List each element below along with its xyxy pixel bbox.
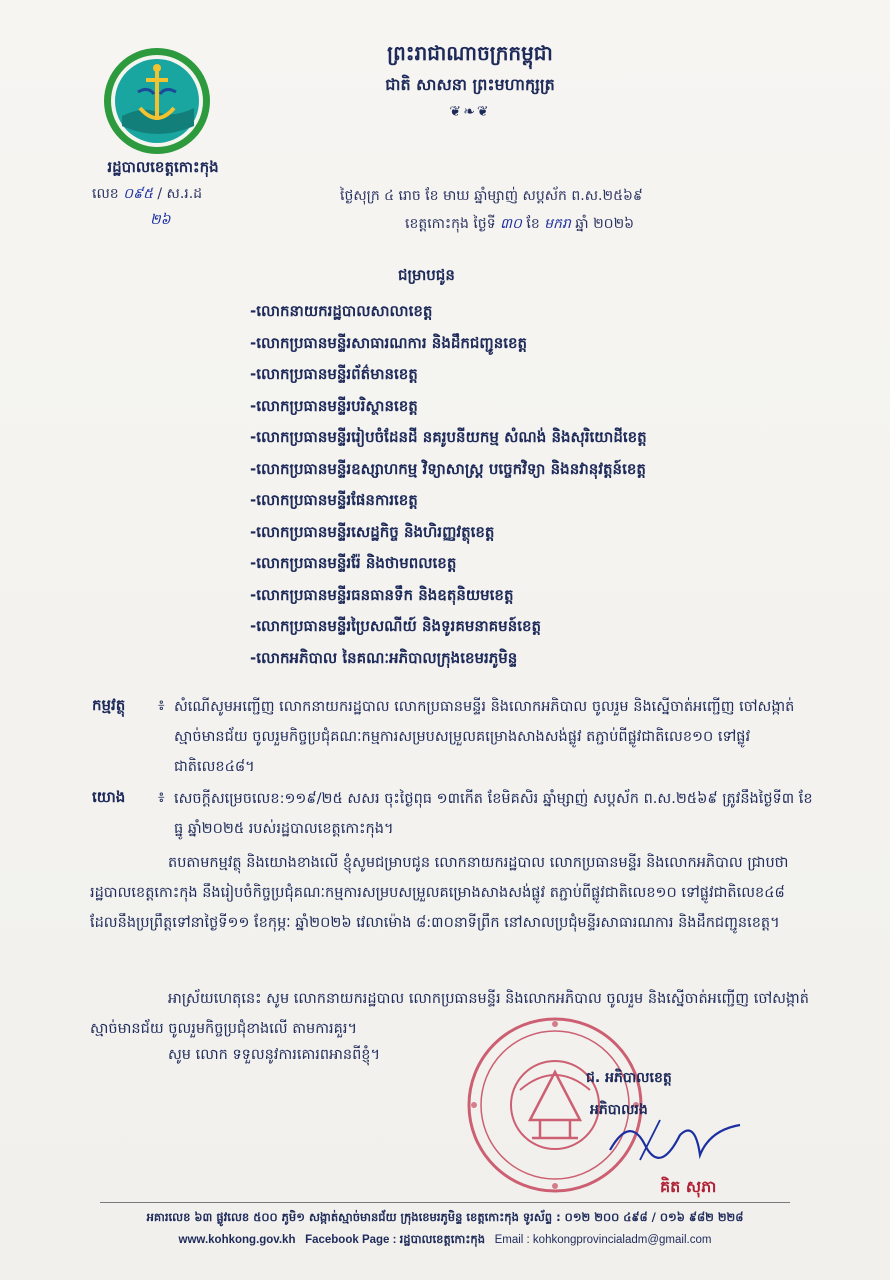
footer-facebook: Facebook Page : រដ្ឋបាលខេត្តកោះកុង bbox=[305, 1234, 485, 1246]
recipient-item: -លោកប្រធានមន្ទីរផែនការខេត្ត bbox=[250, 491, 418, 509]
signatory-name: គិត សុភា bbox=[660, 1177, 717, 1196]
reference-text: សេចក្តីសម្រេចលេខ:១១៩/២៥ សសរ ចុះថ្ងៃពុធ ១៣កើត ខែមិគសិរ ឆ្នាំម្សាញ់ សប្តស័ក ព.ស.២៥៦៩ ត្រូវនឹងថ្ងៃទី៣ ខែធ្នូ ឆ្នាំ២០២៥ របស់រដ្ឋបាលខេត្តកោះកុង។ bbox=[174, 791, 813, 837]
ref-suffix: / ស.រ.ដ bbox=[157, 186, 203, 202]
recipient-item: -លោកប្រធានមន្ទីរបរិស្ថានខេត្ត bbox=[250, 396, 418, 415]
signatory-subtitle: អភិបាលរង bbox=[590, 1102, 648, 1118]
header-ornament-divider: ❦❧❦ bbox=[449, 104, 491, 120]
national-motto: ជាតិ សាសនា ព្រះមហាក្សត្រ bbox=[385, 75, 555, 94]
recipient-item: -លោកប្រធានមន្ទីរសាធារណការ និងដឹកជញ្ជូនខេត្ត bbox=[250, 333, 528, 352]
subject-text: សំណើសូមអញ្ជើញ លោកនាយករដ្ឋបាល លោកប្រធានមន្ទីរ និងលោកអភិបាល ចូលរួម និងស្នើចាត់អញ្ជើញ ចៅសង្កាត់ស្មាច់មានជ័យ ចូលរួមកិច្ចប្រជុំគណៈកម្មការសម្របសម្រួលគម្រោងសាងសង់ផ្លូវ តភ្ជាប់ពីផ្លូវជាតិលេខ១០ ទៅផ្លូវជាតិលេខ៤៨។ bbox=[174, 699, 795, 775]
footer-website: www.kohkong.gov.kh bbox=[178, 1234, 296, 1246]
reference-separator: ៖ bbox=[158, 788, 165, 806]
subject-label: កម្មវត្ថុ bbox=[92, 696, 126, 714]
lunar-date: ថ្ងៃសុក្រ ៤ រោច ខែ មាឃ ឆ្នាំម្សាញ់ សប្តស័ក ព.ស.២៥៦៩ bbox=[340, 188, 643, 204]
footer-contacts bbox=[100, 1232, 790, 1249]
body-paragraph-2: អាស្រ័យហេតុនេះ សូម លោកនាយករដ្ឋបាល លោកប្រធានមន្ទីរ និងលោកអភិបាល ចូលរួម និងស្នើចាត់អញ្ជើញ ចៅសង្កាត់ស្មាច់មានជ័យ ចូលរួមកិច្ចប្រជុំខាងលើ តាមការគួរ។ bbox=[90, 991, 809, 1037]
date-month-label: ខែ bbox=[526, 216, 540, 232]
body-paragraph-1: តបតាមកម្មវត្ថុ និងយោងខាងលើ ខ្ញុំសូមជម្រាបជូន លោកនាយករដ្ឋបាល លោកប្រធានមន្ទីរ និងលោកអភិបាល ជ្រាបថា រដ្ឋបាលខេត្តកោះកុង នឹងរៀបចំកិច្ចប្រជុំគណៈកម្មការសម្របសម្រួលគម្រោងសាងសង់ផ្លូវ តភ្ជាប់ពីផ្លូវជាតិលេខ១០ ទៅផ្លូវជាតិលេខ៤៨ ដែលនឹងប្រព្រឹត្តទៅនាថ្ងៃទី១១ ខែកុម្ភៈ ឆ្នាំ២០២៦ វេលាម៉ោង ៨:៣០នាទីព្រឹក នៅសាលប្រជុំមន្ទីរសាធារណការ និងដឹកជញ្ជូនខេត្ត។ bbox=[90, 855, 789, 931]
date-day: ៣០ bbox=[500, 216, 522, 232]
handwritten-signature bbox=[600, 1110, 750, 1170]
ref-number: ០៩៥ bbox=[123, 186, 153, 202]
date-year: ឆ្នាំ ២០២៦ bbox=[575, 216, 635, 232]
reference-label: យោង bbox=[92, 788, 126, 806]
recipient-item: -លោកអភិបាល នៃគណៈអភិបាលក្រុងខេមរភូមិន្ទ bbox=[250, 648, 518, 667]
kingdom-title: ព្រះរាជាណាចក្រកម្ពុជា bbox=[387, 41, 553, 65]
recipient-item: -លោកប្រធានមន្ទីរឧស្សាហកម្ម វិទ្យាសាស្ត្រ បច្ចេកវិទ្យា និងនវានុវត្តន៍ខេត្ត bbox=[250, 459, 646, 478]
recipient-item: -លោកប្រធានមន្ទីរធនធានទឹក និងឧតុនិយមខេត្ត bbox=[250, 585, 514, 604]
date-prefix: ខេត្តកោះកុង ថ្ងៃទី bbox=[405, 216, 496, 232]
recipient-item: -លោកប្រធានមន្ទីររ៉ែ និងថាមពលខេត្ត bbox=[250, 554, 457, 572]
reference-number bbox=[92, 184, 202, 205]
closing-line: សូម លោក ទទួលនូវការគោរពអានពីខ្ញុំ។ bbox=[168, 1047, 381, 1063]
footer-email: Email : kohkongprovincialadm@gmail.com bbox=[494, 1234, 712, 1246]
signatory-title: ជ. អភិបាលខេត្ត bbox=[586, 1070, 672, 1086]
recipient-list bbox=[250, 296, 647, 674]
subject-separator: ៖ bbox=[158, 696, 165, 714]
ref-sub: ២៦ bbox=[150, 212, 171, 228]
agency-name: រដ្ឋបាលខេត្តកោះកុង bbox=[107, 158, 219, 176]
footer-address: អគារលេខ ៦៣ ផ្លូវលេខ ៥០០ ភូមិ១ សង្កាត់ស្មាច់មានជ័យ ក្រុងខេមរភូមិន្ទ ខេត្តកោះកុង ទូរស័ព្ទ : ០១២ ២០០ ៤៩៨ / ០១៦ ៩៨២ ២២៨ bbox=[146, 1210, 744, 1224]
recipients-heading: ជម្រាបជូន bbox=[398, 266, 455, 284]
recipient-item: -លោកនាយករដ្ឋបាលសាលាខេត្ត bbox=[250, 302, 433, 320]
date-month: មករា bbox=[544, 216, 571, 232]
recipient-item: -លោកប្រធានមន្ទីរប្រៃសណីយ៍ និងទូរគមនាគមន៍ខេត្ត bbox=[250, 617, 542, 635]
solar-date bbox=[405, 214, 634, 235]
recipient-item: -លោកប្រធានមន្ទីររៀបចំដែនដី នគរូបនីយកម្ម សំណង់ និងសុរិយោដីខេត្ត bbox=[250, 428, 647, 446]
provincial-emblem-logo bbox=[102, 46, 212, 156]
footer-divider bbox=[100, 1202, 790, 1203]
recipient-item: -លោកប្រធានមន្ទីរសេដ្ឋកិច្ច និងហិរញ្ញវត្ថុខេត្ត bbox=[250, 522, 495, 541]
ref-label: លេខ bbox=[92, 186, 119, 202]
recipient-item: -លោកប្រធានមន្ទីរព័ត៌មានខេត្ត bbox=[250, 365, 418, 383]
